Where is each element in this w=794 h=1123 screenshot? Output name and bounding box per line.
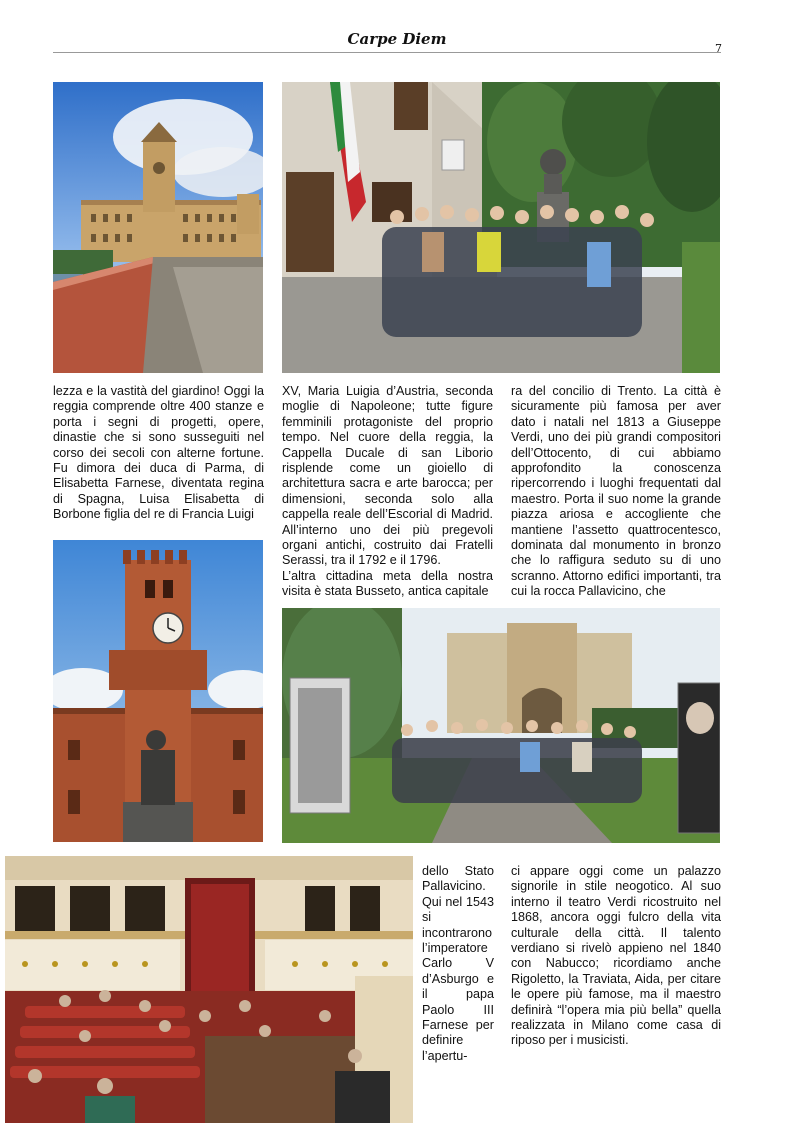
header-rule [53,52,721,53]
article-text-col2a: XV, Maria Luigia d’Austria, seconda moglie di Napoleone; tutte figure femminili protagoniste del proprio tempo. Nel cuore della reggia, la Cappella Ducale di san Liborio risplende come un gioiello di architettura sacra e arte barocca; per dimensioni, seconda solo alla cappella reale dell’Escorial di Madrid. All’interno uno dei più pregevoli organi antichi, costruito dai Fratelli Serassi, tra il 1792 e il 1796. [282,384,493,568]
page-number: 7 [715,42,722,55]
article-column-3 [511,384,721,600]
page-header-title: Carpe Diem [347,30,447,48]
article-column-4 [422,864,494,1064]
article-column-5 [511,864,721,1049]
article-column-1 [53,384,264,523]
article-text-col3: ra del concilio di Trento. La città è sicuramente più famosa per aver dato i natali nel 1813 a Giuseppe Verdi, uno dei più grandi compositori dell’Ottocento, di cui abbiamo approfondito la conoscenza ripercorrendo i luoghi frequentati dal maestro. Porta il suo nome la grande piazza ariosa e accogliente che mantiene l’assetto quattrocentesco, dominata dal monumento in bronzo che lo raffigura seduto su di uno scranno. Attorno edifici importanti, tra cui la rocca Pallavicino, che [511,384,721,599]
photo-reggia-colorno [53,82,263,373]
photo-busseto-tower [53,540,263,842]
article-text-col2b: L’altra cittadina meta della nostra visita è stata Busseto, antica capitale [282,568,493,599]
article-text-col4: dello Stato Pallavicino. Qui nel 1543 si incontrarono l’imperatore Carlo V d’Asburgo e il papa Paolo III Farnese per definire l’apertu- [422,864,494,1063]
article-column-2 [282,384,493,600]
photo-group-villa-pallavicino [282,608,720,843]
photo-group-verdi-birthplace [282,82,720,373]
article-text-col1: lezza e la vastità del giardino! Oggi la reggia comprende oltre 400 stanze e porta i segni di progetti, opere, dinastie che si sono susseguiti nel corso dei secoli con alterne fortune. Fu dimora dei duca di Parma, di Elisabetta Farnese, diventata regina di Spagna, Luisa Elisabetta di Borbone figlia del re di Francia Luigi [53,384,264,522]
article-text-col5: ci appare oggi come un palazzo signorile in stile neogotico. Al suo interno il teatro Verdi ricostruito nel 1868, ancora oggi fulcro della vita culturale della città. Il talento verdiano si rivelò appieno nel 1840 con Nabucco; ricordiamo anche Rigoletto, la Traviata, Aida, per citare le opere più famose, ma il maestro definirà “l’opera mia più bella” quella realizzata in Milano come casa di riposo per i musicisti. [511,864,721,1048]
photo-teatro-verdi [5,856,413,1123]
